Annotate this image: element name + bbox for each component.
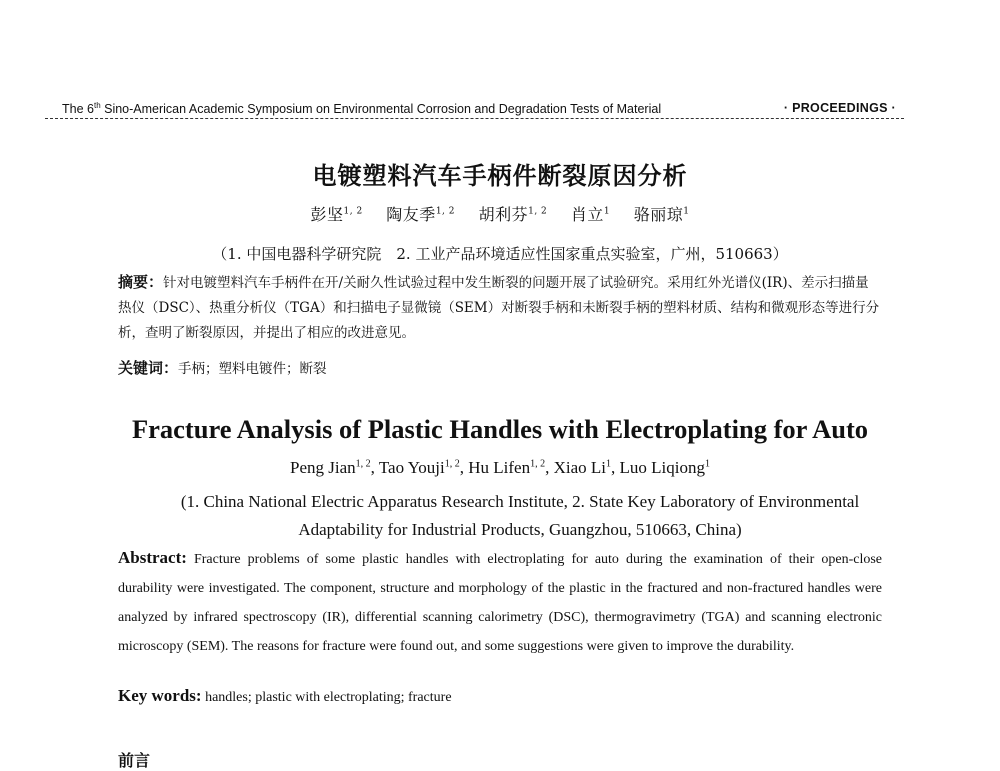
chinese-authors xyxy=(0,202,1000,225)
journal-name-prefix: The 6 xyxy=(62,102,94,117)
english-abstract-label: Abstract: xyxy=(118,548,187,567)
english-affiliation xyxy=(150,488,890,544)
chinese-author xyxy=(311,205,363,224)
journal-ordinal-suffix: th xyxy=(93,101,101,110)
english-affiliation-line: (1. China National Electric Apparatus Research Institute, 2. State Key Laboratory of Environmental xyxy=(180,492,860,511)
chinese-abstract-label: 摘要： xyxy=(118,273,164,291)
english-author xyxy=(554,458,611,477)
author-name: 骆丽琼 xyxy=(633,205,684,224)
author-affiliation-mark: 1, 2 xyxy=(530,458,546,470)
chinese-keywords-label: 关键词： xyxy=(118,359,179,377)
author-affiliation-mark: 1, 2 xyxy=(355,458,371,470)
author-name: Xiao Li xyxy=(553,458,606,477)
chinese-affiliation: （1. 中国电器科学研究院 2. 工业产品环境适应性国家重点实验室，广州，510663） xyxy=(212,245,788,263)
author-affiliation-mark: 1 xyxy=(683,206,690,217)
author-name: Luo Liqiong xyxy=(619,458,705,477)
header-divider xyxy=(45,118,904,119)
chinese-author xyxy=(571,205,610,224)
author-affiliation-mark: 1, 2 xyxy=(435,206,455,217)
journal-name xyxy=(62,101,661,116)
english-keywords-text: handles; plastic with electroplating; fracture xyxy=(205,690,452,705)
chinese-author xyxy=(634,205,690,224)
author-name: Tao Youji xyxy=(378,458,445,477)
running-header xyxy=(62,101,904,117)
english-abstract xyxy=(118,543,882,661)
author-affiliation-mark: 1, 2 xyxy=(444,458,460,470)
author-name: Hu Lifen xyxy=(468,458,531,477)
chinese-title: 电镀塑料汽车手柄件断裂原因分析 xyxy=(312,161,688,190)
english-author xyxy=(620,458,710,477)
author-name: 彭坚 xyxy=(310,205,344,224)
author-affiliation-mark: 1, 2 xyxy=(528,206,548,217)
chinese-author xyxy=(386,205,455,224)
section-label: · PROCEEDINGS · xyxy=(783,101,896,115)
author-affiliation-mark: 1 xyxy=(704,458,710,470)
journal-name-rest: Sino-American Academic Symposium on Environmental Corrosion and Degradation Tests of Material xyxy=(100,102,662,117)
english-keywords xyxy=(118,686,882,706)
author-name: 陶友季 xyxy=(386,205,436,224)
author-affiliation-mark: 1 xyxy=(606,458,611,470)
chinese-keywords xyxy=(118,356,882,382)
english-author xyxy=(379,458,460,477)
english-abstract-text: Fracture problems of some plastic handles with electroplating for auto during the examination of their open-close durability were investigated. The component, structure and morphology of the plastic in the fractured and non-fractured handles were analyzed by infrared spectroscopy (IR), differential scanning calorimetry (DSC), thermogravimetry (TGA) and scanning electronic microscopy (SEM). The reasons for fracture were found out, and some suggestions were given to improve the durability. xyxy=(118,552,882,654)
english-title: Fracture Analysis of Plastic Handles with Electroplating for Auto xyxy=(131,414,869,444)
english-authors: Peng Jian$^{1, 2}$, Tao Youji$^{1, 2}$, Hu Lifen$^{1, 2}$, Xiao Li$^1$, Luo Liqiong$^1$ xyxy=(290,458,710,477)
chinese-keywords-text: 手柄；塑料电镀件；断裂 xyxy=(178,361,327,377)
english-author xyxy=(468,458,545,477)
english-keywords-label: Key words: xyxy=(118,686,202,705)
chinese-abstract xyxy=(118,270,882,346)
chinese-author xyxy=(479,205,548,224)
author-affiliation-mark: 1 xyxy=(603,206,611,217)
section-heading: 前言 xyxy=(118,751,151,770)
author-name: 肖立 xyxy=(570,205,604,224)
chinese-abstract-text: 针对电镀塑料汽车手柄件在开/关耐久性试验过程中发生断裂的问题开展了试验研究。采用红外光谱仪(IR)、差示扫描量热仪（DSC）、热重分析仪（TGA）和扫描电子显微镜（SEM）对断裂手柄和未断裂手柄的塑料材质、结构和微观形态等进行分析，查明了断裂原因，并提出了相应的改进意见。 xyxy=(118,275,880,341)
author-name: Peng Jian xyxy=(290,458,356,477)
english-affiliation-line: Adaptability for Industrial Products, Guangzhou, 510663, China) xyxy=(298,520,742,539)
author-affiliation-mark: 1, 2 xyxy=(343,206,363,217)
english-author xyxy=(290,458,371,477)
author-name: 胡利芬 xyxy=(478,205,529,224)
